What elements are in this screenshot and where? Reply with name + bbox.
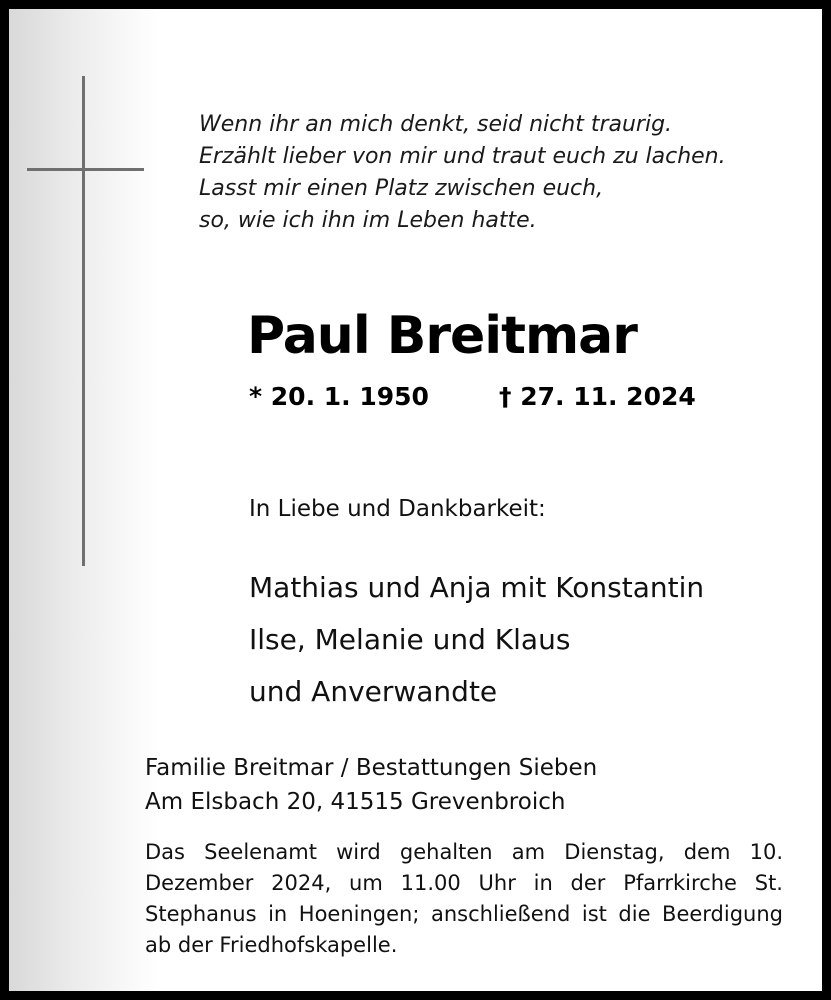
family-address-line: Familie Breitmar / Bestattungen Sieben	[145, 755, 598, 781]
mourner-line: Ilse, Melanie und Klaus	[249, 623, 571, 656]
poem-line: Erzählt lieber von mir und traut euch zu lachen.	[199, 144, 726, 169]
birth-date: * 20. 1. 1950	[249, 382, 429, 411]
family-address-line: Am Elsbach 20, 41515 Grevenbroich	[145, 789, 566, 815]
deceased-name: Paul Breitmar	[247, 306, 637, 366]
mourners-list	[249, 562, 704, 718]
poem-line: Lasst mir einen Platz zwischen euch,	[199, 176, 604, 201]
cross-horizontal-bar	[27, 168, 144, 171]
service-notice: Das Seelenamt wird gehalten am Dienstag, dem 10. Dezember 2024, um 11.00 Uhr in der Pfarrkirche St. Stephanus in Hoeningen; anschließend ist die Beerdigung ab der Friedhofskapelle.	[145, 840, 783, 957]
poem	[199, 109, 809, 237]
family-address	[145, 751, 597, 819]
death-date: † 27. 11. 2024	[499, 382, 696, 411]
mourner-line: Mathias und Anja mit Konstantin	[249, 571, 705, 604]
mourner-line: und Anverwandte	[249, 675, 498, 708]
poem-line: Wenn ihr an mich denkt, seid nicht traurig.	[199, 112, 673, 137]
cross-vertical-bar	[82, 76, 85, 566]
thanks-line: In Liebe und Dankbarkeit:	[249, 496, 546, 522]
poem-line: so, wie ich ihn im Leben hatte.	[199, 208, 537, 233]
